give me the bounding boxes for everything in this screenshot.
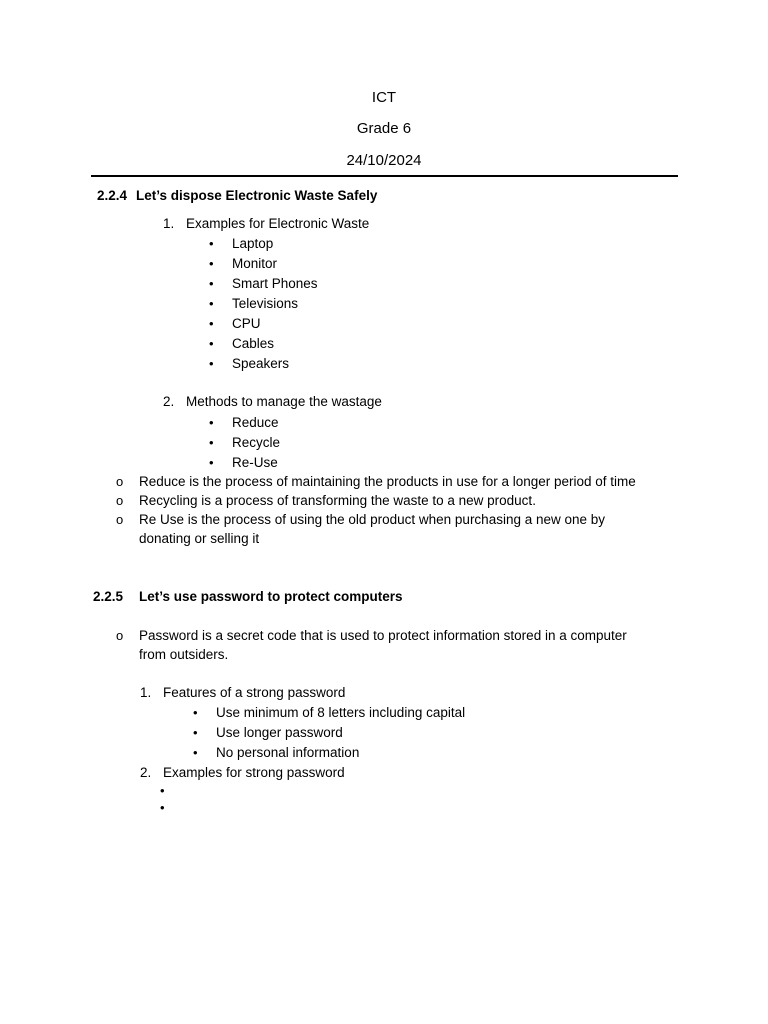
note-text-continued: donating or selling it — [139, 531, 260, 546]
bullet-icon: • — [193, 705, 198, 720]
doc-date: 24/10/2024 — [346, 152, 422, 169]
bullet-icon: • — [209, 276, 214, 291]
bullet-icon: • — [209, 356, 214, 371]
bullet-icon: • — [160, 800, 165, 815]
open-bullet-icon: o — [116, 628, 124, 643]
bullet-item: Televisions — [232, 296, 299, 311]
bullet-item: CPU — [232, 316, 261, 331]
bullet-item: Laptop — [232, 236, 274, 251]
bullet-item: Recycle — [232, 435, 281, 450]
bullet-icon: • — [209, 316, 214, 331]
section-224-title: Let’s dispose Electronic Waste Safely — [136, 188, 378, 203]
bullet-icon: • — [209, 256, 214, 271]
list-marker: 2. — [140, 765, 152, 780]
bullet-item: Speakers — [232, 356, 290, 371]
bullet-item: Use minimum of 8 letters including capital — [216, 705, 466, 720]
doc-grade: Grade 6 — [356, 120, 412, 137]
list-item-text: Features of a strong password — [163, 685, 346, 700]
list-item-text: Methods to manage the wastage — [186, 394, 382, 409]
doc-subject: ICT — [371, 89, 397, 106]
bullet-item: No personal information — [216, 745, 360, 760]
section-225-title: Let’s use password to protect computers — [139, 589, 403, 604]
bullet-item: Re-Use — [232, 455, 278, 470]
bullet-icon: • — [193, 745, 198, 760]
open-bullet-icon: o — [116, 474, 124, 489]
note-text: Re Use is the process of using the old product when purchasing a new one by — [139, 512, 606, 527]
bullet-item: Cables — [232, 336, 275, 351]
list-item-text: Examples for Electronic Waste — [186, 216, 370, 231]
definition-text-continued: from outsiders. — [139, 647, 229, 662]
bullet-icon: • — [209, 336, 214, 351]
list-marker: 2. — [163, 394, 175, 409]
definition-text: Password is a secret code that is used to protect information stored in a computer — [139, 628, 627, 643]
bullet-item: Use longer password — [216, 725, 343, 740]
bullet-icon: • — [209, 296, 214, 311]
bullet-icon: • — [209, 435, 214, 450]
open-bullet-icon: o — [116, 493, 124, 508]
section-225-number: 2.2.5 — [93, 589, 124, 604]
section-224-number: 2.2.4 — [97, 188, 128, 203]
note-text: Reduce is the process of maintaining the products in use for a longer period of time — [139, 474, 636, 489]
bullet-icon: • — [209, 415, 214, 430]
bullet-item: Smart Phones — [232, 276, 318, 291]
list-item-text: Examples for strong password — [163, 765, 345, 780]
header-divider — [91, 175, 678, 177]
bullet-icon: • — [209, 236, 214, 251]
list-marker: 1. — [163, 216, 175, 231]
open-bullet-icon: o — [116, 512, 124, 527]
note-text: Recycling is a process of transforming the waste to a new product. — [139, 493, 536, 508]
list-marker: 1. — [140, 685, 152, 700]
bullet-item: Monitor — [232, 256, 278, 271]
bullet-icon: • — [209, 455, 214, 470]
bullet-item: Reduce — [232, 415, 279, 430]
bullet-icon: • — [193, 725, 198, 740]
bullet-icon: • — [160, 783, 165, 798]
